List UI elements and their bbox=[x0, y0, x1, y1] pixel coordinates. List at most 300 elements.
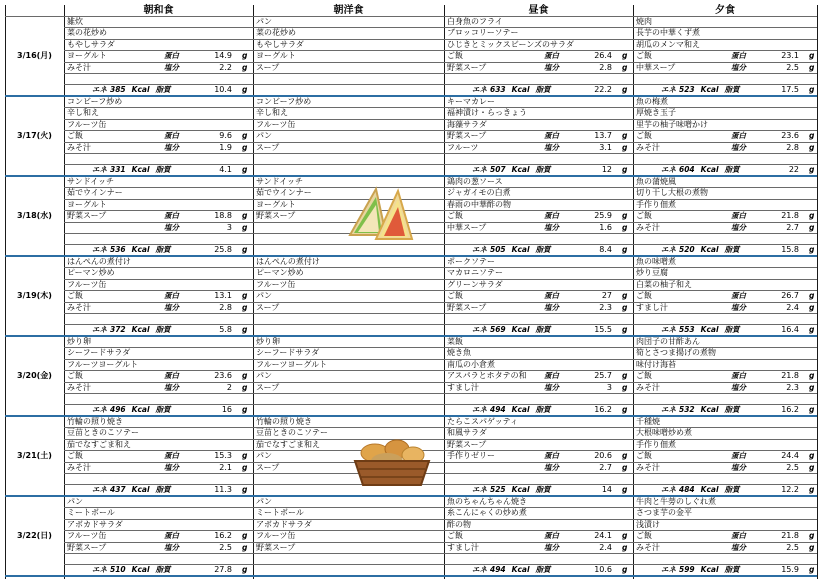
menu-item: ヨーグルト bbox=[256, 50, 296, 60]
sandwich-icon bbox=[346, 183, 416, 245]
energy-value: 633 bbox=[490, 84, 506, 94]
gram-unit: g bbox=[809, 450, 815, 460]
menu-item: パン bbox=[256, 130, 272, 140]
gram-unit: g bbox=[242, 404, 248, 414]
protein-label: 蛋白 bbox=[731, 370, 746, 380]
salt-value: 2.5 bbox=[786, 542, 799, 552]
menu-item: みそ汁 bbox=[636, 382, 660, 392]
gram-unit: g bbox=[242, 484, 248, 494]
menu-item: はんぺんの煮付け bbox=[67, 256, 131, 266]
menu-item: 野菜スープ bbox=[447, 130, 487, 140]
date-label: 3/22(日) bbox=[17, 531, 52, 540]
menu-item: ご飯 bbox=[67, 130, 83, 140]
kcal-unit: Kcal bbox=[511, 244, 530, 254]
fat-label: 脂質 bbox=[535, 84, 551, 94]
menu-item: みそ汁 bbox=[67, 462, 91, 472]
kcal-unit: Kcal bbox=[511, 84, 530, 94]
menu-item: 魚のちゃんちゃん焼き bbox=[447, 496, 527, 506]
gram-unit: g bbox=[622, 50, 628, 60]
menu-item: パン bbox=[256, 450, 272, 460]
menu-item: 野菜スープ bbox=[256, 210, 296, 220]
salt-value: 2 bbox=[226, 382, 232, 392]
menu-item: 白菜の柚子和え bbox=[636, 279, 692, 289]
menu-item: 手作り佃煮 bbox=[636, 199, 676, 209]
menu-item: 炒り卵 bbox=[67, 336, 91, 346]
salt-label: 塩分 bbox=[731, 302, 746, 312]
fat-value: 16.2 bbox=[594, 404, 612, 414]
menu-item: みそ汁 bbox=[67, 142, 91, 152]
protein-label: 蛋白 bbox=[731, 290, 746, 300]
fat-value: 12 bbox=[601, 164, 612, 174]
fat-value: 15.8 bbox=[781, 244, 799, 254]
menu-item: 南瓜の小倉煮 bbox=[447, 359, 495, 369]
energy-label: エネ bbox=[472, 84, 487, 94]
menu-item: はんぺんの煮付け bbox=[256, 256, 320, 266]
protein-label: 蛋白 bbox=[544, 210, 559, 220]
menu-item: サンドイッチ bbox=[67, 176, 115, 186]
menu-item: スープ bbox=[256, 142, 280, 152]
fat-label: 脂質 bbox=[724, 164, 740, 174]
salt-value: 2.5 bbox=[786, 462, 799, 472]
salt-value: 1.6 bbox=[599, 222, 612, 232]
salt-value: 3 bbox=[606, 382, 612, 392]
protein-value: 9.6 bbox=[219, 130, 232, 140]
menu-item: ご飯 bbox=[636, 210, 652, 220]
gram-unit: g bbox=[242, 290, 248, 300]
bread-basket-icon bbox=[353, 431, 431, 489]
salt-value: 2.2 bbox=[219, 62, 232, 72]
salt-label: 塩分 bbox=[164, 382, 179, 392]
protein-value: 23.6 bbox=[214, 370, 232, 380]
protein-value: 20.6 bbox=[594, 450, 612, 460]
menu-item: ご飯 bbox=[447, 50, 463, 60]
fat-label: 脂質 bbox=[535, 564, 551, 574]
menu-item: 野菜スープ bbox=[447, 62, 487, 72]
fat-value: 16.2 bbox=[781, 404, 799, 414]
salt-value: 2.5 bbox=[786, 62, 799, 72]
menu-item: フルーツヨーグルト bbox=[67, 359, 139, 369]
protein-label: 蛋白 bbox=[544, 450, 559, 460]
gram-unit: g bbox=[622, 164, 628, 174]
menu-item: 焼き魚 bbox=[447, 347, 471, 357]
energy-value: 331 bbox=[110, 164, 126, 174]
menu-item: 菜の花炒め bbox=[256, 27, 296, 37]
fat-value: 12.2 bbox=[781, 484, 799, 494]
gram-unit: g bbox=[809, 130, 815, 140]
gram-unit: g bbox=[242, 370, 248, 380]
menu-item: 豆苗ときのこソテー bbox=[67, 427, 139, 437]
salt-label: 塩分 bbox=[731, 222, 746, 232]
menu-item: 牛肉と牛蒡のしぐれ煮 bbox=[636, 496, 716, 506]
gram-unit: g bbox=[809, 564, 815, 574]
menu-item: 菜飯 bbox=[447, 336, 463, 346]
menu-item: 胡瓜のメンマ和え bbox=[636, 39, 700, 49]
menu-item: 焼肉 bbox=[636, 16, 652, 26]
menu-item: グリーンサラダ bbox=[447, 279, 503, 289]
menu-item: 菜の花炒め bbox=[67, 27, 107, 37]
gram-unit: g bbox=[809, 164, 815, 174]
salt-label: 塩分 bbox=[164, 542, 179, 552]
fat-label: 脂質 bbox=[724, 564, 740, 574]
energy-value: 525 bbox=[490, 484, 506, 494]
energy-label: エネ bbox=[661, 404, 676, 414]
menu-item: ご飯 bbox=[636, 290, 652, 300]
gram-unit: g bbox=[242, 84, 248, 94]
gram-unit: g bbox=[809, 530, 815, 540]
menu-item: 魚の梅煮 bbox=[636, 96, 668, 106]
energy-label: エネ bbox=[92, 564, 107, 574]
salt-value: 3 bbox=[226, 222, 232, 232]
gram-unit: g bbox=[622, 142, 628, 152]
fat-value: 11.3 bbox=[214, 484, 232, 494]
menu-item: みそ汁 bbox=[67, 382, 91, 392]
energy-value: 494 bbox=[490, 564, 506, 574]
gram-unit: g bbox=[622, 244, 628, 254]
fat-label: 脂質 bbox=[724, 404, 740, 414]
gram-unit: g bbox=[242, 302, 248, 312]
gram-unit: g bbox=[242, 450, 248, 460]
menu-item: 竹輪の照り焼き bbox=[67, 416, 123, 426]
gram-unit: g bbox=[809, 404, 815, 414]
menu-item: 辛し和え bbox=[67, 107, 99, 117]
salt-label: 塩分 bbox=[544, 542, 559, 552]
menu-item: 茹でウインナー bbox=[256, 187, 312, 197]
protein-value: 14.9 bbox=[214, 50, 232, 60]
fat-label: 脂質 bbox=[155, 404, 171, 414]
gram-unit: g bbox=[242, 542, 248, 552]
gram-unit: g bbox=[242, 462, 248, 472]
menu-item: みそ汁 bbox=[67, 302, 91, 312]
gram-unit: g bbox=[809, 210, 815, 220]
salt-value: 2.8 bbox=[786, 142, 799, 152]
gram-unit: g bbox=[242, 210, 248, 220]
menu-item: ご飯 bbox=[67, 370, 83, 380]
menu-item: アスパラとホタテの和 bbox=[447, 370, 527, 380]
fat-label: 脂質 bbox=[535, 404, 551, 414]
column-rule bbox=[444, 5, 445, 579]
menu-item: 春雨の中華酢の物 bbox=[447, 199, 511, 209]
energy-label: エネ bbox=[661, 84, 676, 94]
menu-item: キーマカレー bbox=[447, 96, 495, 106]
menu-item: たらこスパゲッティ bbox=[447, 416, 519, 426]
menu-item: ヨーグルト bbox=[67, 50, 107, 60]
fat-value: 15.9 bbox=[781, 564, 799, 574]
salt-label: 塩分 bbox=[164, 462, 179, 472]
protein-label: 蛋白 bbox=[544, 130, 559, 140]
header-breakfast-japanese: 朝和食 bbox=[143, 5, 174, 16]
protein-value: 21.8 bbox=[781, 530, 799, 540]
menu-item: 野菜スープ bbox=[256, 542, 296, 552]
salt-value: 2.7 bbox=[786, 222, 799, 232]
fat-label: 脂質 bbox=[155, 324, 171, 334]
salt-value: 3.1 bbox=[599, 142, 612, 152]
menu-item: 千種焼 bbox=[636, 416, 660, 426]
protein-label: 蛋白 bbox=[164, 450, 179, 460]
energy-label: エネ bbox=[472, 404, 487, 414]
date-label: 3/20(金) bbox=[17, 371, 52, 380]
gram-unit: g bbox=[622, 450, 628, 460]
salt-label: 塩分 bbox=[731, 62, 746, 72]
menu-item: 中華スープ bbox=[447, 222, 487, 232]
kcal-unit: Kcal bbox=[700, 324, 719, 334]
menu-item: 長芋の中華くず煮 bbox=[636, 27, 700, 37]
fat-value: 22.2 bbox=[594, 84, 612, 94]
protein-label: 蛋白 bbox=[731, 450, 746, 460]
energy-label: エネ bbox=[472, 484, 487, 494]
protein-label: 蛋白 bbox=[164, 50, 179, 60]
fat-label: 脂質 bbox=[155, 244, 171, 254]
menu-item: フルーツ缶 bbox=[256, 279, 296, 289]
protein-label: 蛋白 bbox=[544, 370, 559, 380]
energy-label: エネ bbox=[472, 244, 487, 254]
menu-item: コンビーフ炒め bbox=[256, 96, 312, 106]
protein-value: 27 bbox=[601, 290, 612, 300]
fat-label: 脂質 bbox=[155, 484, 171, 494]
gram-unit: g bbox=[242, 142, 248, 152]
date-label: 3/17(火) bbox=[17, 131, 52, 140]
menu-item: 辛し和え bbox=[256, 107, 288, 117]
menu-item: 厚焼き玉子 bbox=[636, 107, 676, 117]
energy-label: エネ bbox=[92, 484, 107, 494]
menu-item: ヨーグルト bbox=[256, 199, 296, 209]
kcal-unit: Kcal bbox=[511, 324, 530, 334]
gram-unit: g bbox=[809, 370, 815, 380]
kcal-unit: Kcal bbox=[511, 564, 530, 574]
protein-value: 25.7 bbox=[594, 370, 612, 380]
energy-label: エネ bbox=[661, 324, 676, 334]
menu-item: フルーツヨーグルト bbox=[256, 359, 328, 369]
column-rule bbox=[633, 5, 634, 579]
menu-item: ミートボール bbox=[67, 507, 115, 517]
menu-item: 雑炊 bbox=[67, 16, 83, 26]
energy-label: エネ bbox=[661, 244, 676, 254]
fat-label: 脂質 bbox=[724, 324, 740, 334]
menu-item: パン bbox=[256, 290, 272, 300]
gram-unit: g bbox=[622, 462, 628, 472]
menu-item: ひじきとミックスビーンズのサラダ bbox=[447, 39, 574, 49]
protein-value: 23.6 bbox=[781, 130, 799, 140]
menu-item: みそ汁 bbox=[636, 142, 660, 152]
protein-value: 21.8 bbox=[781, 370, 799, 380]
fat-value: 16.4 bbox=[781, 324, 799, 334]
menu-item: ご飯 bbox=[447, 210, 463, 220]
gram-unit: g bbox=[622, 130, 628, 140]
energy-value: 553 bbox=[679, 324, 695, 334]
header-breakfast-western: 朝洋食 bbox=[333, 5, 364, 16]
gram-unit: g bbox=[622, 382, 628, 392]
gram-unit: g bbox=[622, 62, 628, 72]
salt-value: 2.7 bbox=[599, 462, 612, 472]
menu-item: 筍とさつま揚げの煮物 bbox=[636, 347, 716, 357]
kcal-unit: Kcal bbox=[700, 404, 719, 414]
energy-value: 507 bbox=[490, 164, 506, 174]
menu-item: ご飯 bbox=[67, 450, 83, 460]
gram-unit: g bbox=[242, 50, 248, 60]
menu-item: ご飯 bbox=[447, 290, 463, 300]
menu-item: 白身魚のフライ bbox=[447, 16, 503, 26]
gram-unit: g bbox=[622, 84, 628, 94]
menu-item bbox=[447, 462, 545, 474]
kcal-unit: Kcal bbox=[131, 484, 150, 494]
energy-label: エネ bbox=[92, 324, 107, 334]
protein-value: 13.1 bbox=[214, 290, 232, 300]
gram-unit: g bbox=[242, 130, 248, 140]
energy-label: エネ bbox=[472, 324, 487, 334]
protein-value: 13.7 bbox=[594, 130, 612, 140]
salt-label: 塩分 bbox=[731, 542, 746, 552]
menu-item: 里芋の柚子味噌かけ bbox=[636, 119, 708, 129]
kcal-unit: Kcal bbox=[131, 404, 150, 414]
menu-item: 大根味噌炒め煮 bbox=[636, 427, 692, 437]
energy-value: 604 bbox=[679, 164, 695, 174]
kcal-unit: Kcal bbox=[700, 244, 719, 254]
fat-value: 4.1 bbox=[219, 164, 232, 174]
menu-item: スープ bbox=[256, 62, 280, 72]
menu-item: 鶏肉の葱ソース bbox=[447, 176, 503, 186]
protein-value: 21.8 bbox=[781, 210, 799, 220]
gram-unit: g bbox=[809, 50, 815, 60]
protein-label: 蛋白 bbox=[731, 210, 746, 220]
energy-value: 599 bbox=[679, 564, 695, 574]
menu-item: フルーツ缶 bbox=[67, 119, 107, 129]
menu-item: みそ汁 bbox=[636, 542, 660, 552]
menu-item: もやしサラダ bbox=[256, 39, 304, 49]
kcal-unit: Kcal bbox=[700, 84, 719, 94]
day-separator bbox=[5, 575, 817, 577]
fat-value: 22 bbox=[788, 164, 799, 174]
column-rule bbox=[253, 5, 254, 579]
fat-value: 15.5 bbox=[594, 324, 612, 334]
menu-item: 魚の味噌煮 bbox=[636, 256, 676, 266]
menu-item: すまし汁 bbox=[447, 382, 479, 392]
gram-unit: g bbox=[622, 530, 628, 540]
gram-unit: g bbox=[809, 324, 815, 334]
menu-item bbox=[67, 222, 165, 234]
menu-item: 浅漬け bbox=[636, 519, 660, 529]
energy-value: 372 bbox=[110, 324, 126, 334]
salt-label: 塩分 bbox=[544, 142, 559, 152]
menu-item: 手作り佃煮 bbox=[636, 439, 676, 449]
salt-value: 1.9 bbox=[219, 142, 232, 152]
gram-unit: g bbox=[809, 542, 815, 552]
menu-item: アボカドサラダ bbox=[256, 519, 312, 529]
energy-label: エネ bbox=[661, 484, 676, 494]
menu-item: 野菜スープ bbox=[447, 302, 487, 312]
menu-item: みそ汁 bbox=[636, 462, 660, 472]
kcal-unit: Kcal bbox=[131, 84, 150, 94]
gram-unit: g bbox=[622, 542, 628, 552]
fat-label: 脂質 bbox=[535, 244, 551, 254]
menu-item: パン bbox=[256, 16, 272, 26]
protein-label: 蛋白 bbox=[164, 370, 179, 380]
protein-label: 蛋白 bbox=[731, 50, 746, 60]
fat-value: 10.6 bbox=[594, 564, 612, 574]
salt-label: 塩分 bbox=[164, 222, 179, 232]
menu-item: 手作りゼリー bbox=[447, 450, 495, 460]
menu-item: スープ bbox=[256, 302, 280, 312]
energy-value: 437 bbox=[110, 484, 126, 494]
fat-value: 16 bbox=[221, 404, 232, 414]
fat-label: 脂質 bbox=[724, 84, 740, 94]
menu-item: フルーツ缶 bbox=[256, 119, 296, 129]
menu-item: 中華スープ bbox=[636, 62, 676, 72]
date-label: 3/16(月) bbox=[17, 51, 52, 60]
salt-label: 塩分 bbox=[544, 222, 559, 232]
kcal-unit: Kcal bbox=[700, 484, 719, 494]
gram-unit: g bbox=[242, 382, 248, 392]
energy-label: エネ bbox=[92, 404, 107, 414]
energy-value: 510 bbox=[110, 564, 126, 574]
gram-unit: g bbox=[622, 302, 628, 312]
menu-item: フルーツ缶 bbox=[256, 530, 296, 540]
menu-item: ご飯 bbox=[447, 530, 463, 540]
kcal-unit: Kcal bbox=[131, 164, 150, 174]
protein-label: 蛋白 bbox=[544, 290, 559, 300]
kcal-unit: Kcal bbox=[131, 324, 150, 334]
date-label: 3/21(土) bbox=[17, 451, 52, 460]
salt-label: 塩分 bbox=[164, 62, 179, 72]
fat-value: 14 bbox=[601, 484, 612, 494]
protein-value: 15.3 bbox=[214, 450, 232, 460]
protein-value: 26.7 bbox=[781, 290, 799, 300]
protein-label: 蛋白 bbox=[164, 210, 179, 220]
energy-label: エネ bbox=[472, 164, 487, 174]
menu-item: もやしサラダ bbox=[67, 39, 115, 49]
menu-item: 和風サラダ bbox=[447, 427, 487, 437]
column-rule bbox=[64, 5, 65, 579]
protein-value: 18.8 bbox=[214, 210, 232, 220]
energy-value: 536 bbox=[110, 244, 126, 254]
menu-item: ご飯 bbox=[636, 530, 652, 540]
menu-item: ご飯 bbox=[636, 50, 652, 60]
salt-label: 塩分 bbox=[731, 462, 746, 472]
menu-item: 味付け海苔 bbox=[636, 359, 676, 369]
gram-unit: g bbox=[242, 222, 248, 232]
salt-value: 2.8 bbox=[219, 302, 232, 312]
menu-item: 野菜スープ bbox=[67, 542, 107, 552]
salt-value: 2.8 bbox=[599, 62, 612, 72]
fat-label: 脂質 bbox=[535, 164, 551, 174]
menu-item: 魚の蒲焼風 bbox=[636, 176, 676, 186]
menu-item: マカロニソテー bbox=[447, 267, 503, 277]
fat-label: 脂質 bbox=[155, 564, 171, 574]
menu-item: 糸こんにゃくの炒め煮 bbox=[447, 507, 527, 517]
energy-label: エネ bbox=[661, 164, 676, 174]
salt-label: 塩分 bbox=[731, 142, 746, 152]
menu-item: みそ汁 bbox=[636, 222, 660, 232]
menu-item: 茄でなすごま和え bbox=[256, 439, 320, 449]
menu-item: アボカドサラダ bbox=[67, 519, 123, 529]
kcal-unit: Kcal bbox=[131, 564, 150, 574]
date-label: 3/19(木) bbox=[17, 291, 52, 300]
protein-value: 24.4 bbox=[781, 450, 799, 460]
gram-unit: g bbox=[809, 142, 815, 152]
gram-unit: g bbox=[622, 564, 628, 574]
fat-label: 脂質 bbox=[155, 164, 171, 174]
energy-value: 385 bbox=[110, 84, 126, 94]
protein-label: 蛋白 bbox=[164, 290, 179, 300]
salt-value: 2.1 bbox=[219, 462, 232, 472]
energy-value: 569 bbox=[490, 324, 506, 334]
gram-unit: g bbox=[809, 222, 815, 232]
menu-item: 茹でウインナー bbox=[67, 187, 123, 197]
gram-unit: g bbox=[809, 382, 815, 392]
protein-value: 23.1 bbox=[781, 50, 799, 60]
fat-value: 17.5 bbox=[781, 84, 799, 94]
gram-unit: g bbox=[809, 462, 815, 472]
energy-value: 505 bbox=[490, 244, 506, 254]
menu-item: ミートボール bbox=[256, 507, 304, 517]
